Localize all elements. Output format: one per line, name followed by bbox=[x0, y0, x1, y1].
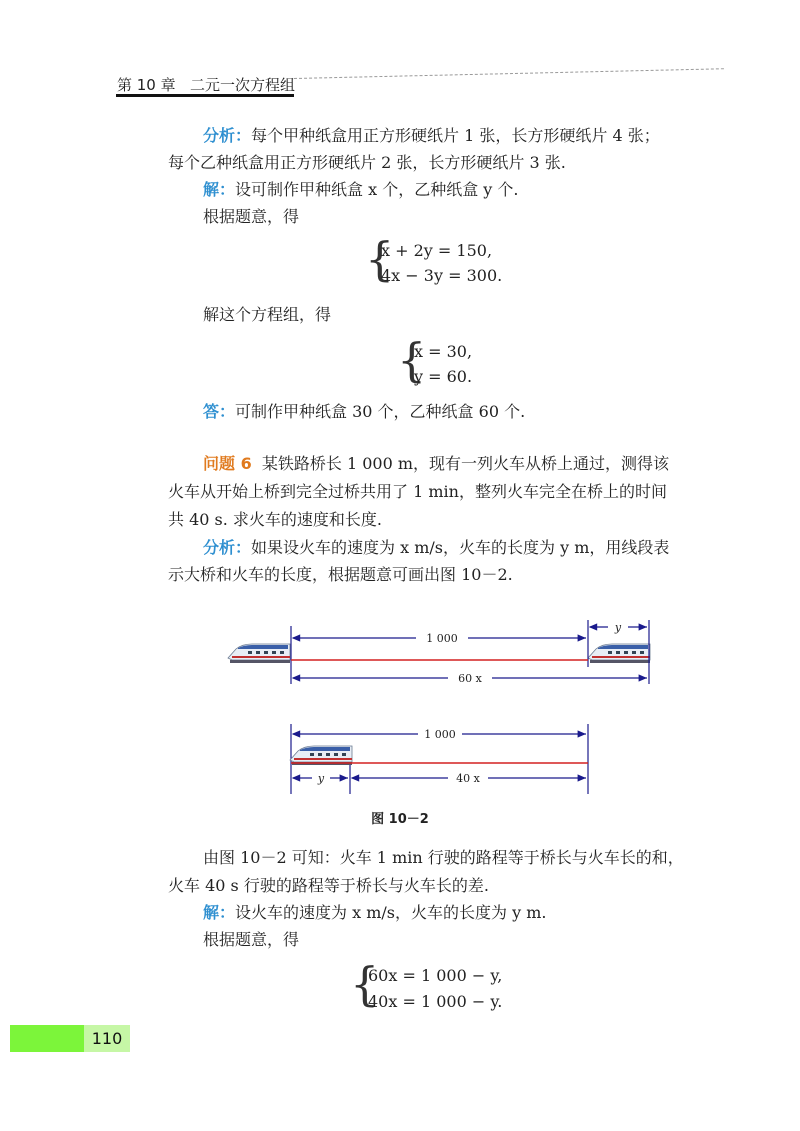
chapter-number: 第 10 章 bbox=[117, 76, 176, 94]
solution-line-3: 解这个方程组，得 bbox=[203, 305, 332, 324]
problem-label: 问题 6 bbox=[203, 454, 252, 473]
header-underline bbox=[116, 94, 294, 97]
equation2-2: 40x = 1 000 − y. bbox=[368, 992, 503, 1011]
analysis2-label: 分析： bbox=[203, 538, 252, 557]
page-number-bar bbox=[10, 1025, 84, 1052]
analysis-label: 分析： bbox=[203, 126, 252, 145]
equation-2: 4x − 3y = 300. bbox=[381, 266, 503, 285]
train-bridge-figure bbox=[220, 612, 670, 812]
conclusion-line-2: 火车 40 s 行驶的路程等于桥长与火车长的差. bbox=[168, 876, 489, 895]
answer-line bbox=[203, 400, 525, 424]
equation-1: x + 2y = 150, bbox=[381, 241, 493, 260]
top-train-label: y bbox=[614, 621, 622, 634]
bottom-diagram bbox=[290, 724, 588, 794]
equation-brace: { bbox=[365, 232, 395, 286]
solution-line-1 bbox=[203, 178, 519, 202]
top-total-label: 60 x bbox=[458, 672, 482, 685]
top-bridge-label: 1 000 bbox=[426, 632, 458, 645]
result-1: x = 30, bbox=[414, 342, 473, 361]
figure-caption: 图 10－2 bbox=[371, 812, 429, 827]
result-brace: { bbox=[397, 333, 427, 387]
analysis-text-1: 每个甲种纸盒用正方形硬纸片 1 张，长方形硬纸片 4 张； bbox=[251, 126, 660, 145]
bottom-rest-label: 40 x bbox=[456, 772, 480, 785]
chapter-title: 二元一次方程组 bbox=[189, 76, 295, 94]
problem-text-1: 某铁路桥长 1 000 m，现有一列火车从桥上通过，测得该 bbox=[261, 454, 670, 473]
solution2-line-2: 根据题意，得 bbox=[203, 930, 300, 949]
train-icon bbox=[588, 644, 650, 663]
problem-line-1 bbox=[203, 452, 669, 476]
analysis2-line-1 bbox=[203, 536, 669, 560]
solution-text-1: 设可制作甲种纸盒 x 个，乙种纸盒 y 个. bbox=[235, 180, 519, 199]
solution2-line-1 bbox=[203, 901, 546, 925]
page-number: 110 bbox=[84, 1025, 130, 1052]
bottom-train-label: y bbox=[317, 772, 325, 785]
analysis-line-1 bbox=[203, 124, 660, 148]
solution2-label: 解： bbox=[203, 903, 236, 922]
conclusion-line-1: 由图 10－2 可知：火车 1 min 行驶的路程等于桥长与火车长的和， bbox=[203, 848, 684, 867]
answer-text: 可制作甲种纸盒 30 个，乙种纸盒 60 个. bbox=[235, 402, 526, 421]
problem-line-2: 火车从开始上桥到完全过桥共用了 1 min，整列火车完全在桥上的时间 bbox=[168, 482, 667, 501]
solution-label: 解： bbox=[203, 180, 236, 199]
solution-line-2: 根据题意，得 bbox=[203, 207, 300, 226]
train-icon bbox=[228, 644, 290, 663]
result-2: y = 60. bbox=[414, 367, 473, 386]
analysis2-line-2: 示大桥和火车的长度，根据题意可画出图 10－2. bbox=[168, 565, 513, 584]
train-icon bbox=[290, 746, 352, 765]
bottom-bridge-label: 1 000 bbox=[424, 728, 456, 741]
answer-label: 答： bbox=[203, 402, 236, 421]
solution2-text-1: 设火车的速度为 x m/s，火车的长度为 y m. bbox=[235, 903, 547, 922]
header-dashed-rule bbox=[294, 68, 724, 79]
problem-line-3: 共 40 s. 求火车的速度和长度. bbox=[168, 510, 383, 529]
analysis2-text-1: 如果设火车的速度为 x m/s，火车的长度为 y m，用线段表 bbox=[251, 538, 670, 557]
equation2-1: 60x = 1 000 − y, bbox=[368, 966, 503, 985]
equation2-brace: { bbox=[350, 957, 380, 1011]
analysis-line-2: 每个乙种纸盒用正方形硬纸片 2 张，长方形硬纸片 3 张. bbox=[168, 153, 566, 172]
running-header bbox=[117, 74, 295, 95]
top-diagram bbox=[228, 620, 650, 685]
